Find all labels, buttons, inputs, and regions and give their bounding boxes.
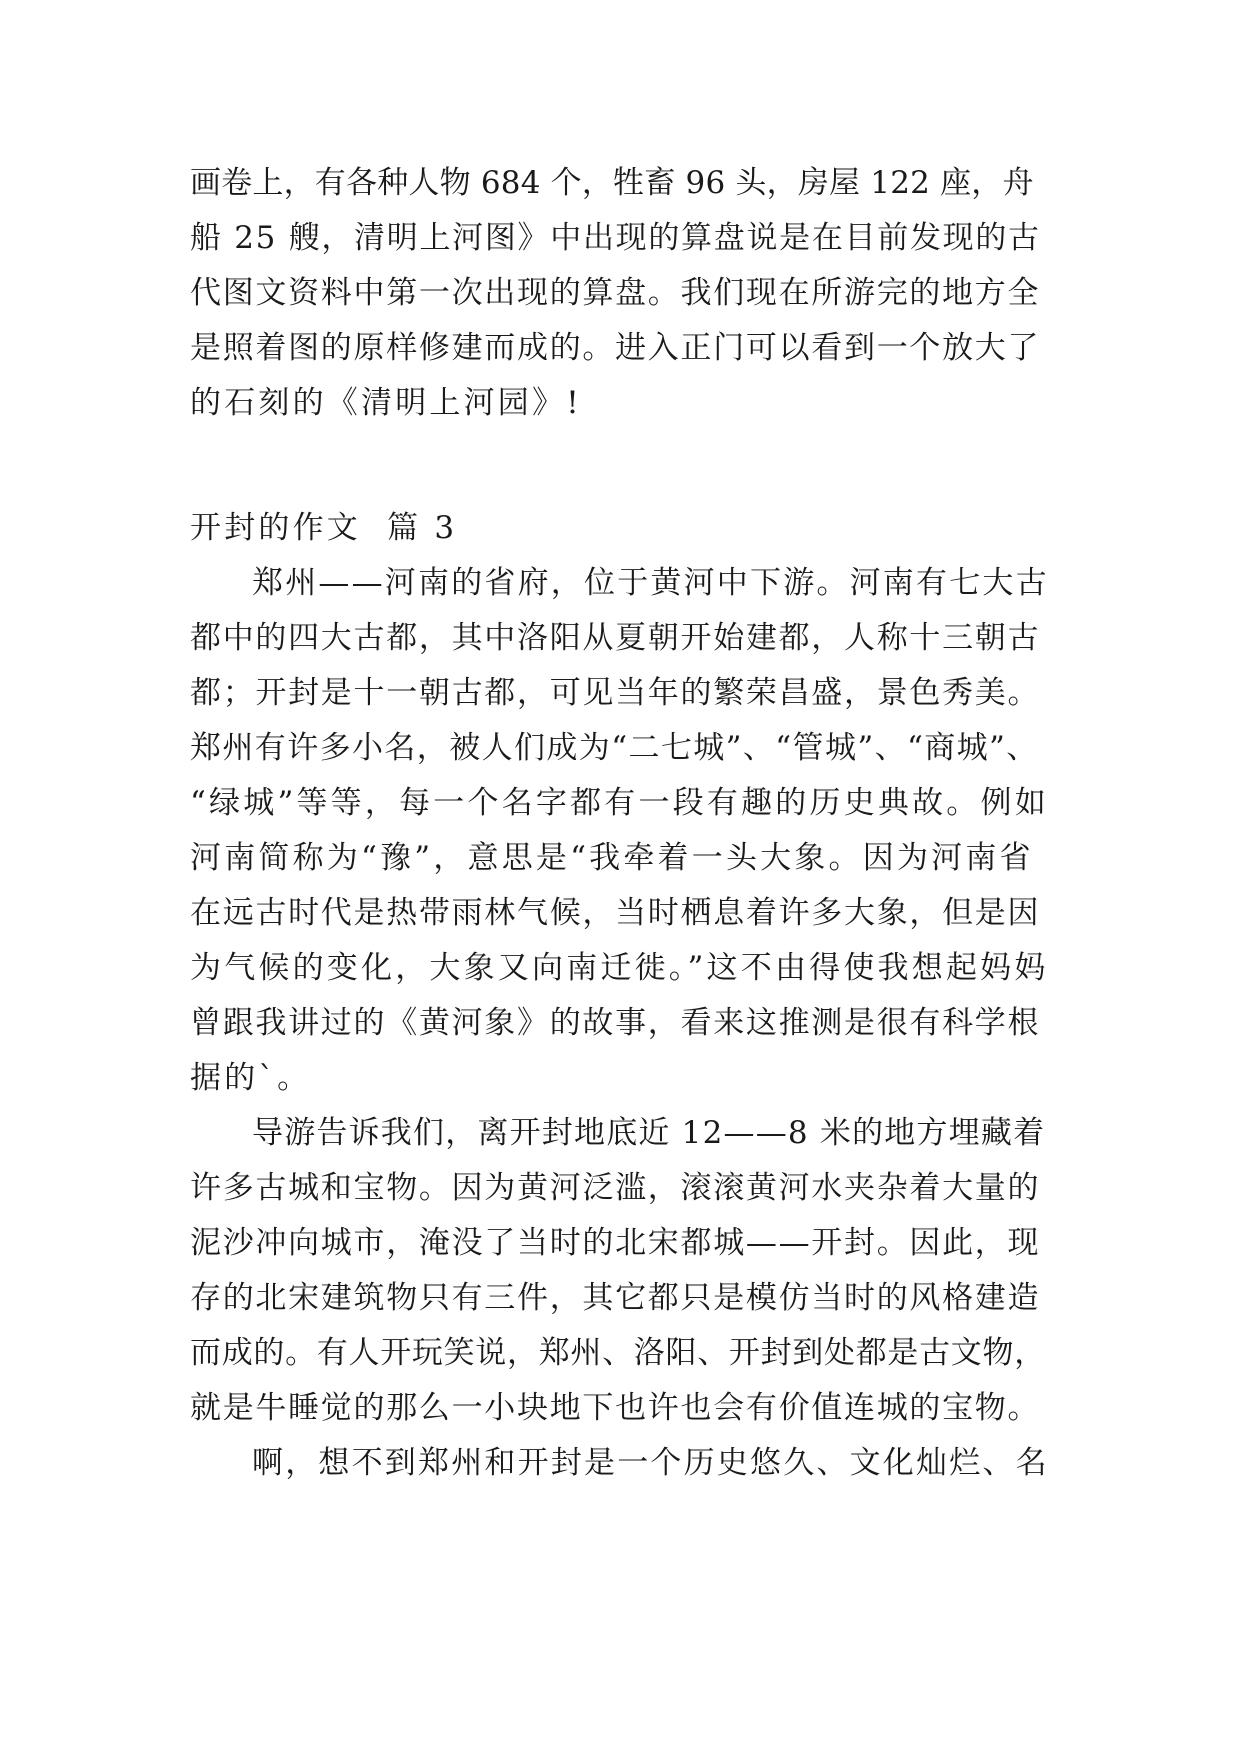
paragraph-1-line-3: 都；开封是十一朝古都，可见当年的繁荣昌盛，景色秀美。 <box>190 675 1041 711</box>
paragraph-2-line-3: 泥沙冲向城市，淹没了当时的北宋都城——开封。因此，现 <box>190 1225 1041 1261</box>
paragraph-2-line-6: 就是牛睡觉的那么一小块地下也许也会有价值连城的宝物。 <box>190 1390 1041 1426</box>
section-title: 开封的作文 篇 3 <box>190 510 458 546</box>
intro-line-1: 画卷上，有各种人物 684 个，牲畜 96 头，房屋 122 座，舟 <box>190 165 1034 201</box>
paragraph-2-line-4: 存的北宋建筑物只有三件，其它都只是模仿当时的风格建造 <box>190 1280 1041 1316</box>
paragraph-2-line-2: 许多古城和宝物。因为黄河泛滥，滚滚黄河水夹杂着大量的 <box>190 1170 1041 1206</box>
paragraph-3-line-1: 啊，想不到郑州和开封是一个历史悠久、文化灿烂、名 <box>252 1445 1049 1481</box>
paragraph-1-line-1: 郑州——河南的省府，位于黄河中下游。河南有七大古 <box>252 565 1049 601</box>
paragraph-1-line-2: 都中的四大古都，其中洛阳从夏朝开始建都，人称十三朝古 <box>190 620 1041 656</box>
paragraph-2-line-1: 导游告诉我们，离开封地底近 12——8 米的地方埋藏着 <box>252 1115 1046 1151</box>
paragraph-1-line-8: 为气候的变化，大象又向南迁徙。”这不由得使我想起妈妈 <box>190 950 1049 986</box>
paragraph-1-line-6: 河南简称为“豫”，意思是“我牵着一头大象。因为河南省 <box>190 840 1034 876</box>
paragraph-1-line-4: 郑州有许多小名，被人们成为“二七城”、“管城”、“商城”、 <box>190 730 1039 766</box>
paragraph-1-line-10: 据的`。 <box>190 1060 312 1096</box>
intro-line-5: 的石刻的《清明上河园》! <box>190 385 582 421</box>
paragraph-1-line-5: “绿城”等等，每一个名字都有一段有趣的历史典故。例如 <box>190 785 1049 821</box>
intro-line-3: 代图文资料中第一次出现的算盘。我们现在所游完的地方全 <box>190 275 1041 311</box>
paragraph-1-line-7: 在远古时代是热带雨林气候，当时栖息着许多大象，但是因 <box>190 895 1041 931</box>
paragraph-2-line-5: 而成的。有人开玩笑说，郑州、洛阳、开封到处都是古文物， <box>190 1335 1046 1371</box>
intro-line-2: 船 25 艘，清明上河图》中出现的算盘说是在目前发现的古 <box>190 220 1041 256</box>
paragraph-1-line-9: 曾跟我讲过的《黄河象》的故事，看来这推测是很有科学根 <box>190 1005 1041 1041</box>
intro-line-4: 是照着图的原样修建而成的。进入正门可以看到一个放大了 <box>190 330 1041 366</box>
